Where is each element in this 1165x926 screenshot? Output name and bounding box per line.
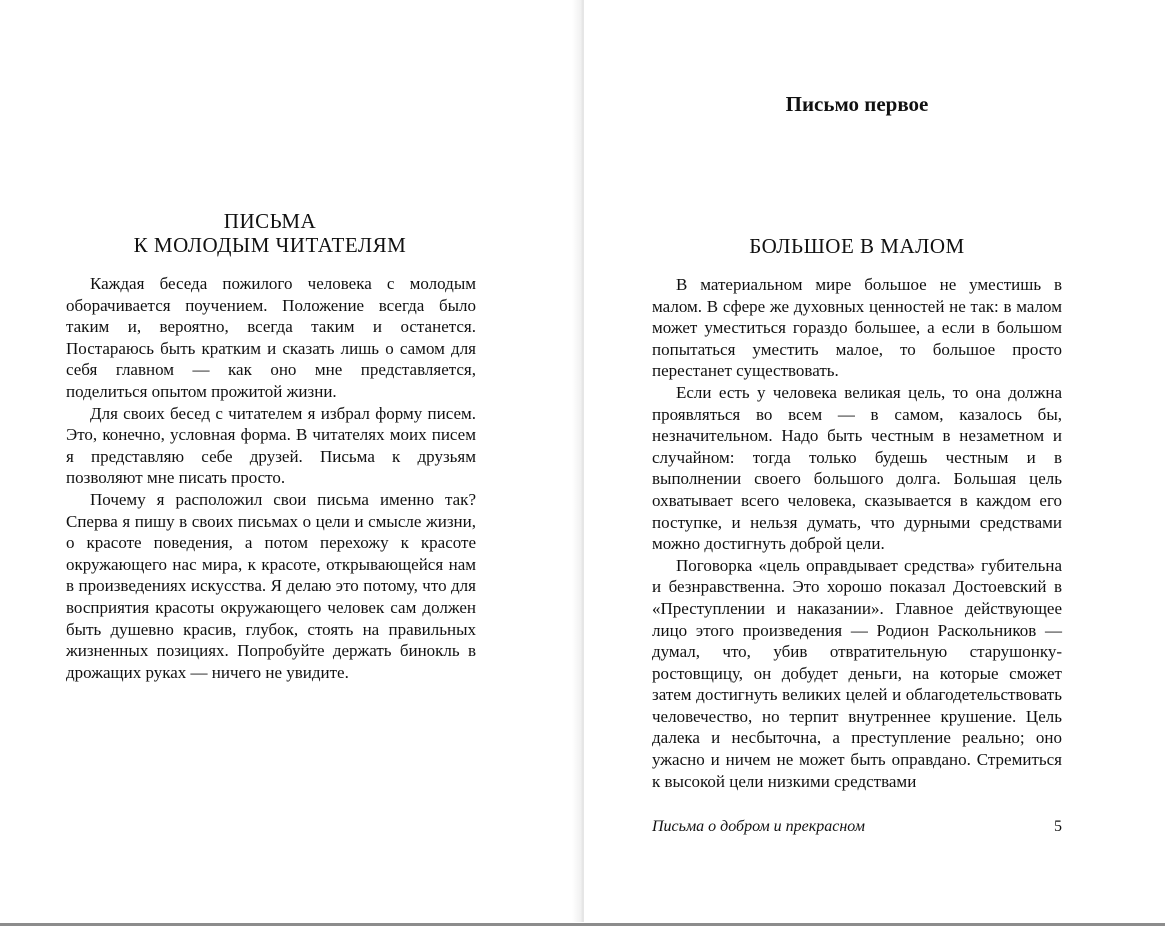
letter-title: БОЛЬШОЕ В МАЛОМ [749,234,965,258]
left-paragraph: Каждая беседа пожилого человека с молодым оборачивается поучением. Положение всегда было таким и, вероятно, всегда таким и останется. Постараюсь быть кратким и сказать лишь о самом для себя главном — как оно мне представляется, поделиться опытом прожитой жизни. [66,274,476,401]
chapter-title: Письмо первое [785,92,929,116]
right-page-text [652,274,1062,792]
left-page [0,0,580,922]
right-paragraph: Если есть у человека великая цель, то она должна проявляться во всем — в самом, казалось бы, незначительном. Надо быть честным в незаметном и случайном: тогда только будешь честным и в выполнении своего большого долга. Большая цель охватывает всего человека, сказывается в каждом его поступке, и нельзя думать, что дурными средствами можно достигнуть доброй цели. [652,382,1062,554]
right-paragraph: В материальном мире большое не уместишь в малом. В сфере же духовных ценностей не так: в малом может уместиться гораздо большее, а если в большом попытаться уместить малое, то большое просто перестанет существовать. [652,275,1062,381]
page-footer [652,818,1062,836]
left-page-text [66,273,476,683]
left-page-title [60,209,480,257]
right-paragraph: Поговорка «цель оправдывает средства» губительна и безнравственна. Это хорошо показал Достоевский в «Преступлении и наказании». Главное действующее лицо этого произведения — Родион Раскольников — думал, что, убив отвратительную старушонку-ростовщицу, он добудет деньги, на которые сможет затем достигнуть великих целей и облагодетельствовать человечество, но терпит внутреннее крушение. Цель далека и несбыточна, а преступление реально; оно ужасно и ничем не может быть оправдано. Стремиться к высокой цели низкими средствами [652,555,1062,791]
left-title-line-2: К МОЛОДЫМ ЧИТАТЕЛЯМ [133,233,407,257]
left-paragraph: Почему я расположил свои письма именно так? Сперва я пишу в своих письмах о цели и смысле жизни, о красоте поведения, а потом перехожу к красоте окружающего нас мира, к красоте, открывающейся нам в произведениях искусства. Я делаю это потому, что для восприятия красоты окружающего человек сам должен быть душевно красив, глубок, стоять на правильных жизненных позициях. Попробуйте держать бинокль в дрожащих руках — ничего не увидите. [66,489,476,682]
page-number: 5 [1054,818,1062,835]
left-title-line-1: ПИСЬМА [223,209,317,233]
footer-book-title: Письма о добром и прекрасном [652,818,865,835]
left-paragraph: Для своих бесед с читателем я избрал форму писем. Это, конечно, условная форма. В читателях моих писем я представляю себе друзей. Письма к друзьям позволяют мне писать просто. [66,403,476,488]
